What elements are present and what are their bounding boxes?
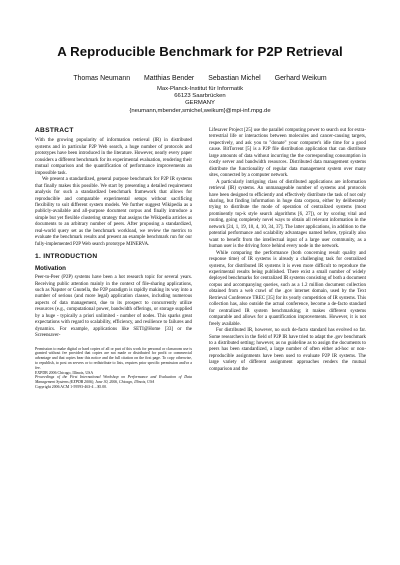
left-column [35, 128, 192, 390]
affiliation-institute: Max-Planck-Institut für Informatik [156, 86, 244, 92]
body-paragraph: While comparing the performance (both concerning result quality and response time) of IR systems is already a challenging task for centralized systems, for distributed IR systems it is even more difficult to reproduce the experimental results being published. There exist a small number of widely deployed benchmarks for centralized IR systems consisting of both a document corpus and accompanying queries, such as a 1.2 million document collection obtained from a web crawl of the .gov internet domain, used by the Text Retrieval Conference TREC [35] for its yearly competition of IR systems. This collection has, also outside the actual conference, become a de-facto standard for centralized IR system benchmarking; it makes different systems comparable and allows for a quantification improvements. However, it is not freely available. [209, 250, 366, 327]
author-name: Matthias Bender [144, 75, 195, 82]
author-name: Gerhard Weikum [274, 75, 327, 82]
abstract-heading: ABSTRACT [35, 127, 74, 134]
copyright-footnote [35, 347, 192, 390]
affiliation-address: 66123 Saarbrücken [174, 93, 226, 100]
abstract-paragraph: We present a standardized, general purpose benchmark for P2P IR systems that finally makes this possible. We start by presenting a detailed requirement analysis for such a standardized benchmark framework that allows for reproducible and comparable experimental setups without sacrificing flexibility to suit different system models. We further suggest Wikipedia as a publicly-available and all-purpose document corpus and finally introduce a simple but yet flexible clustering strategy that assigns the Wikipedia articles as documents to an arbitrary number of peers. After proposing a standardized, real-world query set as the benchmark workload, we review the metrics to evaluate the benchmark results and present an example benchmark run for our fully-implemented P2P Web search prototype MINERVA. [35, 177, 192, 247]
footnote-permission: Permission to make digital or hard copies of all or part of this work for personal or classroom use is granted without fee provided that copies are not made or distributed for profit or commercial advantage and that copies bear this notice and the full citation on the first page. To copy otherwise, to republish, to post on servers or to redistribute to lists, requires prior specific permission and/or a fee. [35, 346, 192, 370]
footnote-copyright: Copyright 2006 ACM 1-59593-463-4 ...$5.00. [35, 384, 108, 389]
affiliation-country: GERMANY [185, 100, 215, 107]
author-name: Sebastian Michel [208, 75, 261, 82]
author-list [0, 75, 400, 82]
footnote-proceedings: Proceedings of the First International Workshop on Performance and Evaluation of Data Management Systems (EXPDB 2006), June 30, 2006, Chicago, Illinois, USA [35, 375, 192, 385]
right-column [209, 128, 366, 373]
paper-title: A Reproducible Benchmark for P2P Retrieval [57, 44, 343, 59]
section-heading: 1. INTRODUCTION [35, 253, 98, 261]
abstract-paragraph: With the growing popularity of information retrieval (IR) in distributed systems and in particular P2P Web search, a huge number of protocols and prototypes have been introduced in the literature. However, nearly every paper considers a different benchmark for its experimental evaluation, rendering their mutual comparison and the quantification of performance improvements an impossible task. [35, 138, 192, 176]
body-paragraph: A particularly intriguing class of distributed applications are information retrieval (IR) systems. An unmanageable number of systems and protocols have been designed to efficiently and effectively distribute the task of not only sharing, but finding information in huge data corpora, either by deliberately trying to distribute the mode of operation of centralized systems (most prominently top-k style search algorithms [6, 27]), or by scoring vital and routing, going completely novel ways to obtain all relevant information in the network [24, 1, 19, 10, 4, 10, 34, 37]. The latter applications, in addition to the potential performance and scalability advantages named before, typically also want to benefit from the intellectual input of a large user community, as a human user is the driving force behind every node in the network. [209, 179, 366, 250]
author-name: Thomas Neumann [73, 75, 131, 82]
subsection-heading: Motivation [35, 264, 66, 272]
body-paragraph: Peer-to-Peer (P2P) systems have been a hot research topic for several years. Receiving public attention mainly in the context of file-sharing applications, such as Napster or Gnutella, the P2P paradigm is rapidly making its way into a number of serious (and more legal) application classes, including numerous aspects of data management, due to its prospect to concurrently utilize resources (e.g., computational power, bandwidth offerings, or storage supplied by a huge - typically a priori unlimited - number of nodes. This sparks great expectations with regard to scalability, efficiency, and resilience to failures and dynamics. For example, applications like SETI@Home [33] or the Screensaver- [35, 275, 192, 339]
body-paragraph: For distributed IR, however, no such de-facto standard has evolved so far. Some researchers in the field of P2P IR have tried to adapt the .gov benchmark to a distributed setting; however, as no guideline as to assign the documents to peers has been standardized, a large number of often either ad-hoc or non-reproducible assignments have been used to evaluate P2P IR systems. The large variety of different assignment approaches renders the mutual comparison and the [209, 328, 366, 372]
footnote-venue: EXPDB 2006 Chicago, Illinois, USA [35, 370, 94, 375]
affiliation-block [0, 86, 400, 115]
body-paragraph: Lifesaver Project [25] use the parallel computing power to search out for extra-terrestrial life or interactions between molecules and cancer-causing targets, respectively, and ask you to "donate" your computer's idle time for a good cause. BitTorrent [5] is a P2P file distribution application that can distribute large amounts of data without incurring the the corresponding consumption in costly server and bandwidth resources. Distributed data management systems distribute the functionality of regular data management system over many sites, connected by a computer network. [209, 128, 366, 179]
affiliation-email: {neumann,mbender,smichel,weikum}@mpi-inf.mpg.de [129, 107, 271, 114]
